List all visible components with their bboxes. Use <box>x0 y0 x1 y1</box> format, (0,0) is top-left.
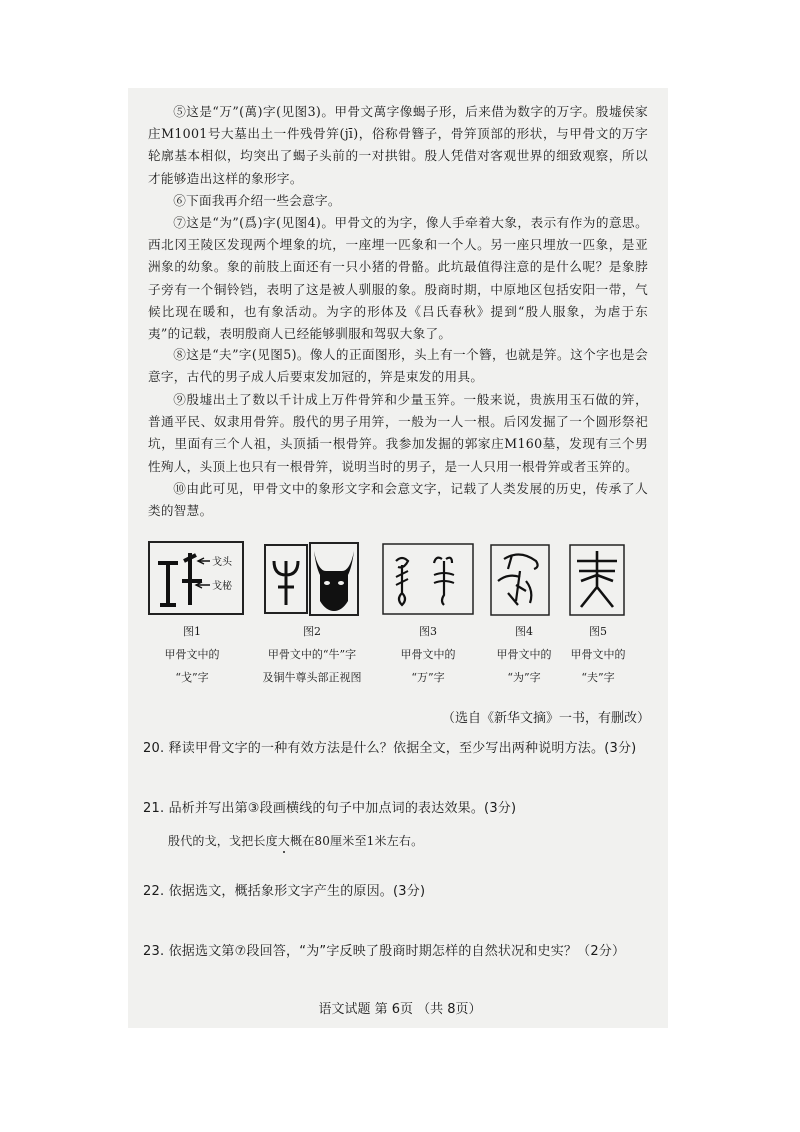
dotted-word: 大 <box>277 834 291 848</box>
figure-2-caption-line1: 甲骨文中的“牛”字 <box>267 648 357 661</box>
figure-4-image <box>490 541 550 617</box>
paragraph-10: ⑩由此可见，甲骨文中的象形文字和会意文字，记载了人类发展的历史，传承了人类的智慧。 <box>148 481 648 519</box>
paragraph-8: ⑧这是“夫”字(见图5)。像人的正面图形，头上有一个簪，也就是笄。这个字也是会意字，古代的男子成人后要束发加冠的，笄是束发的用具。 <box>148 347 648 385</box>
figure-5-caption <box>538 620 658 689</box>
figure-5-number: 图5 <box>589 625 607 638</box>
question-21-sentence-post: 概在80厘米至1米左右。 <box>290 834 424 848</box>
page-footer: 语文试题 第 6页 （共 8页） <box>318 1002 482 1017</box>
question-23: 23. 依据选文第⑦段回答，“为”字反映了殷商时期怎样的自然状况和史实？（2分） <box>143 944 626 959</box>
question-22: 22. 依据选文，概括象形文字产生的原因。(3分) <box>143 884 426 899</box>
paragraph-9: ⑨殷墟出土了数以千计成上万件骨笄和少量玉笄。一般来说，贵族用玉石做的笄，普通平民、奴隶用骨笄。殷代的男子用笄，一般为一人一根。后冈发掘了一个圆形祭祀坑，里面有三个人祖，头顶插一根骨笄。我参加发掘的郭家庄M160墓，发现有三个男性殉人，头顶上也只有一根骨笄，说明当时的男子，是一人只用一根骨笄或者玉笄的。 <box>148 392 648 474</box>
figure-1-number: 图1 <box>183 625 201 638</box>
figure-3-number: 图3 <box>419 625 437 638</box>
question-21-sentence <box>168 832 423 849</box>
label-ge-shaft: 戈柲 <box>212 581 232 592</box>
figure-2-image <box>264 541 360 617</box>
question-21: 21. 品析并写出第③段画横线的句子中加点词的表达效果。(3分) <box>143 801 517 816</box>
figure-1-caption <box>132 620 252 689</box>
figure-3-image <box>382 541 474 615</box>
figure-5-caption-line1: 甲骨文中的 <box>570 648 626 661</box>
figure-1-caption-line1: 甲骨文中的 <box>164 648 220 661</box>
source-citation: （选自《新华文摘》一书，有删改） <box>441 711 650 726</box>
figure-4-caption-line2: “为”字 <box>507 671 541 684</box>
figure-3-caption-line2: “万”字 <box>411 671 445 684</box>
paragraph-6: ⑥下面我再介绍一些会意字。 <box>173 193 341 208</box>
figure-4-caption-line1: 甲骨文中的 <box>496 648 552 661</box>
label-ge-head: 戈头 <box>212 557 232 568</box>
figure-2-caption <box>252 620 372 689</box>
question-20: 20. 释读甲骨文字的一种有效方法是什么？依据全文，至少写出两种说明方法。(3分) <box>143 741 637 756</box>
paragraph-5: ⑤这是“万”(萬)字(见图3)。甲骨文萬字像蝎子形，后来借为数字的万字。殷墟侯家庄M1001号大墓出土一件残骨笄(jī)，俗称骨簪子，骨笄顶部的形状，与甲骨文的万字轮廓基本相似，均突出了蝎子头前的一对拱钳。殷人凭借对客观世界的细致观察，所以才能够造出这样的象形字。 <box>148 104 648 186</box>
figure-2-number: 图2 <box>303 625 321 638</box>
figure-4-number: 图4 <box>515 625 533 638</box>
question-21-sentence-pre: 殷代的戈，戈把长度 <box>168 834 278 848</box>
figure-1-image <box>148 541 244 615</box>
figure-5-caption-line2: “夫”字 <box>581 671 615 684</box>
paragraph-7: ⑦这是“为”(爲)字(见图4)。甲骨文的为字，像人手牵着大象，表示有作为的意思。西北冈王陵区发现两个埋象的坑，一座埋一匹象和一个人。另一座只埋放一匹象，是亚洲象的幼象。象的前肢上面还有一只小猪的骨骼。此坑最值得注意的是什么呢？是象脖子旁有一个铜铃铛，表明了这是被人驯服的象。殷商时期，中原地区包括安阳一带，气候比现在暖和，也有象活动。为字的形体及《吕氏春秋》提到“殷人服象，为虐于东夷”的记载，表明殷商人已经能够驯服和驾驭大象了。 <box>148 215 648 342</box>
figure-1-caption-line2: “戈”字 <box>175 671 209 684</box>
figure-5-image <box>569 541 625 617</box>
figure-3-caption-line1: 甲骨文中的 <box>400 648 456 661</box>
figure-2-caption-line2: 及铜牛尊头部正视图 <box>262 671 362 684</box>
